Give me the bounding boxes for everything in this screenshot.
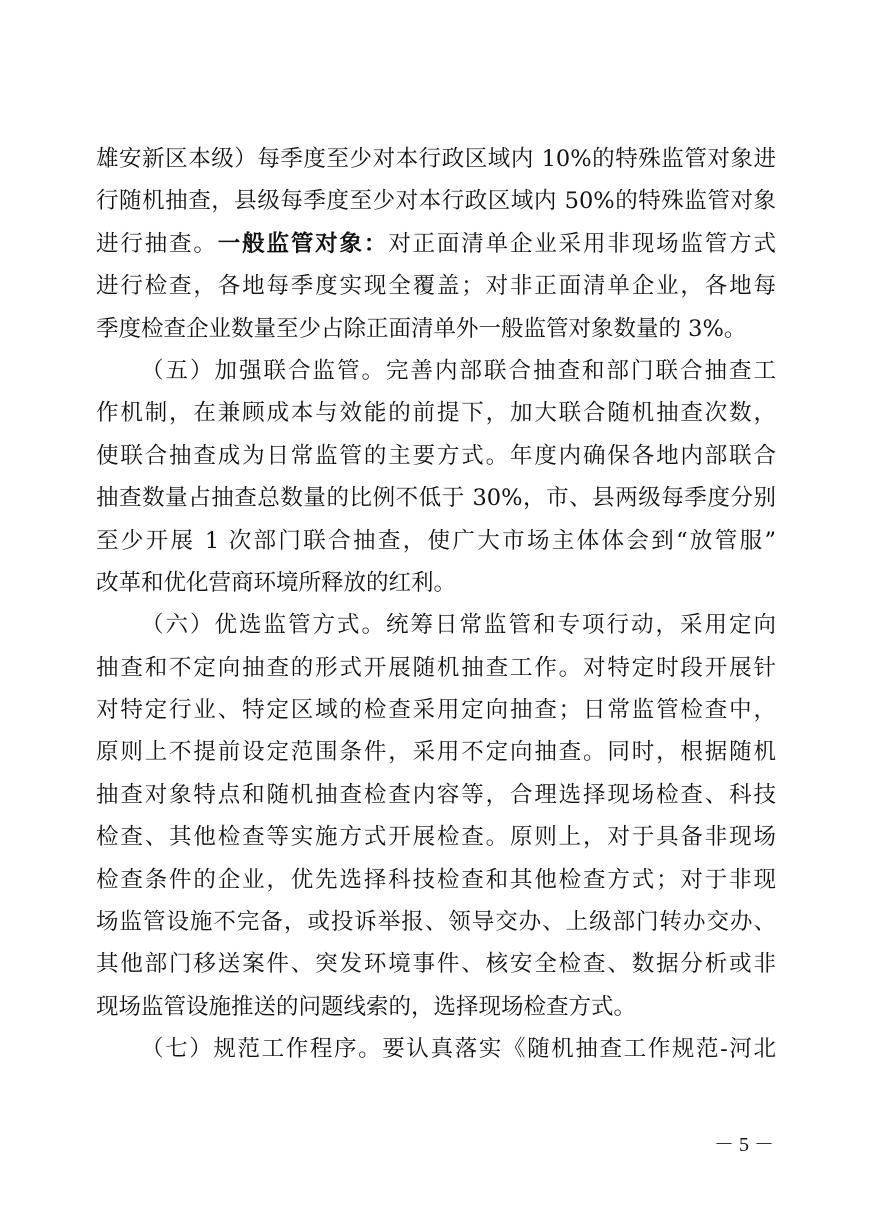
text-line: 抽查对象特点和随机抽查检查内容等，合理选择现场检查、科技 [96,781,776,808]
section-heading-line: （六）优选监管方式。统筹日常监管和专项行动，采用定向 [141,612,776,639]
bold-heading: 一般监管对象： [217,230,389,257]
text-line: 抽查数量占抽查总数量的比例不低于 30%，市、县两级每季度分别 [96,485,776,512]
text-line [96,223,776,265]
text-line: 使联合抽查成为日常监管的主要方式。年度内确保各地内部联合 [96,442,776,469]
text-line: 雄安新区本级）每季度至少对本行政区域内 10%的特殊监管对象进 [96,146,776,172]
text-line: 检查条件的企业，优先选择科技检查和其他检查方式；对于非现 [96,866,776,893]
text-line: 现场监管设施推送的问题线索的，选择现场检查方式。 [96,993,637,1020]
body-text [96,138,776,1071]
text-segment: 进行抽查。 [96,230,218,257]
text-segment: 对正面清单企业采用非现场监管方式 [388,230,776,257]
text-line: 行随机抽查，县级每季度至少对本行政区域内 50%的特殊监管对象 [96,188,776,215]
text-line: 原则上不提前设定范围条件，采用不定向抽查。同时，根据随机 [96,739,776,766]
text-line: 改革和优化营商环境所释放的红利。 [96,569,457,596]
text-line: 其他部门移送案件、突发环境事件、核安全检查、数据分析或非 [96,951,776,978]
text-line: 对特定行业、特定区域的检查采用定向抽查；日常监管检查中， [96,697,776,724]
text-line: 作机制，在兼顾成本与效能的前提下，加大联合随机抽查次数， [96,400,776,427]
text-line: 场监管设施不完备，或投诉举报、领导交办、上级部门转办交办、 [96,909,776,936]
text-line: 检查、其他检查等实施方式开展检查。原则上，对于具备非现场 [96,824,776,851]
section-heading-line: （五）加强联合监管。完善内部联合抽查和部门联合抽查工 [141,357,776,384]
text-line: 进行检查，各地每季度实现全覆盖；对非正面清单企业，各地每 [96,273,776,300]
text-line: 季度检查企业数量至少占除正面清单外一般监管对象数量的 3%。 [96,315,747,342]
text-line: 抽查和不定向抽查的形式开展随机抽查工作。对特定时段开展针 [96,654,776,681]
text-line: 至少开展 1 次部门联合抽查，使广大市场主体体会到“放管服” [96,527,776,554]
section-heading-line: （七）规范工作程序。要认真落实《随机抽查工作规范-河北 [141,1036,776,1063]
page-number: － 5 － [714,1134,774,1156]
